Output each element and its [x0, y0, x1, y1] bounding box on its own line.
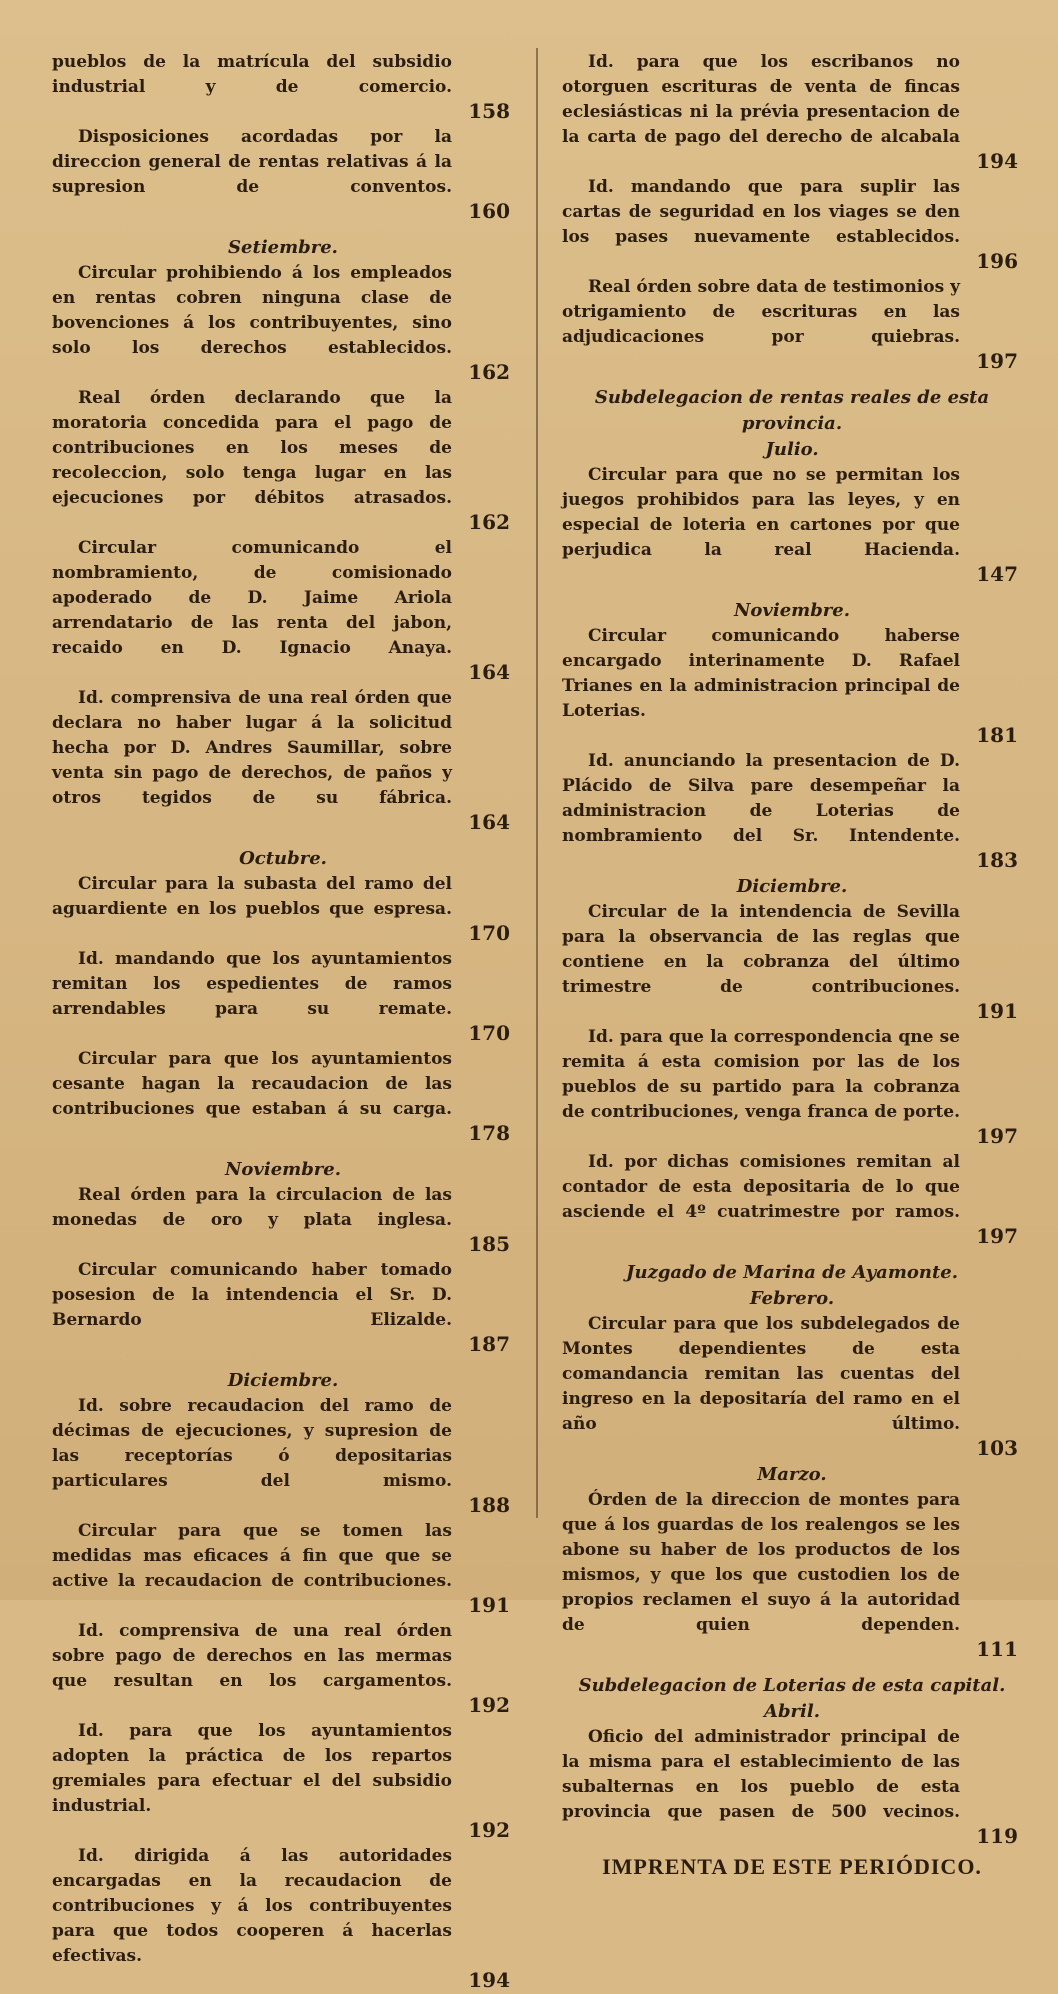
entry-text: Id. para que los escribanos no otorguen escrituras de venta de fincas eclesiásticas ni la prévia presentacion de la carta de pago del derecho de alcabala [562, 52, 960, 147]
entry-text: Circular comunicando el nombramiento, de comisionado apoderado de D. Jaime Ariola arrendatario de las renta del jabon, recaido en D. Ignacio Anaya. [52, 538, 452, 658]
page-number: 192 [468, 1818, 510, 1842]
page-number: 158 [468, 99, 510, 123]
index-entry [562, 275, 1022, 375]
index-entry [52, 947, 514, 1047]
month-heading: Noviembre. [224, 1159, 342, 1180]
index-entry [562, 1312, 1022, 1462]
entry-text: Oficio del administrador principal de la misma para el establecimiento de las subalternas en los pueblo de esta provincia que pasen de 500 vecinos. [562, 1727, 960, 1822]
page-number: 194 [468, 1968, 510, 1992]
entry-text: Id. para que los ayuntamientos adopten la práctica de los repartos gremiales para efectuar el del subsidio industrial. [52, 1721, 452, 1816]
page-number: 188 [468, 1493, 510, 1517]
page-number: 170 [468, 1021, 510, 1045]
entry-text: Id. dirigida á las autoridades encargadas en la recaudacion de contribuciones y á los contribuyentes para que todos cooperen á hacerlas efectivas. [52, 1846, 452, 1966]
entry-text: Disposiciones acordadas por la direccion general de rentas relativas á la supresion de conventos. [52, 127, 452, 197]
page-number: 164 [468, 660, 510, 684]
index-entry [52, 1844, 514, 1994]
index-entry [52, 50, 514, 125]
entry-text: pueblos de la matrícula del subsidio industrial y de comercio. [52, 52, 452, 97]
index-entry [52, 386, 514, 536]
page-number: 191 [468, 1593, 510, 1617]
month-heading: Setiembre. [228, 237, 338, 258]
entry-text: Circular para que se tomen las medidas mas eficaces á fin que que se active la recaudacion de contribuciones. [52, 1521, 452, 1591]
right-column [562, 50, 1022, 1880]
entry-text: Id. comprensiva de una real órden sobre pago de derechos en las mermas que resultan en los cargamentos. [52, 1621, 452, 1691]
entry-text: Id. por dichas comisiones remitan al contador de esta depositaria de lo que asciende el 4º cuatrimestre por ramos. [562, 1152, 960, 1222]
page-number: 178 [468, 1121, 510, 1145]
column-divider [536, 48, 538, 1518]
index-entry [52, 1258, 514, 1358]
entry-text: Circular comunicando haberse encargado interinamente D. Rafael Trianes en la administracion principal de Loterias. [562, 626, 960, 721]
index-entry [562, 1025, 1022, 1150]
page-number: 191 [976, 999, 1018, 1023]
page-number: 196 [976, 249, 1018, 273]
entry-text: Circular para que los subdelegados de Montes dependientes de esta comandancia remitan las cuentas del ingreso en la depositaría del ramo en el año último. [562, 1314, 960, 1434]
index-entry [52, 536, 514, 686]
entry-text: Id. mandando que los ayuntamientos remitan los espedientes de ramos arrendables para su remate. [52, 949, 452, 1019]
entry-text: Real órden para la circulacion de las monedas de oro y plata inglesa. [52, 1185, 452, 1230]
page-number: 170 [468, 921, 510, 945]
index-entry [52, 1394, 514, 1519]
index-entry [52, 1519, 514, 1619]
index-entry [52, 1047, 514, 1147]
index-entry [562, 1150, 1022, 1250]
month-heading: Julio. [765, 439, 819, 460]
index-entry [562, 900, 1022, 1025]
section-heading: Subdelegacion de rentas reales de esta provincia. [594, 387, 990, 434]
entry-text: Circular de la intendencia de Sevilla para la observancia de las reglas que contiene en la cobranza del último trimestre de contribuciones. [562, 902, 960, 997]
entry-text: Circular para la subasta del ramo del aguardiente en los pueblos que espresa. [52, 874, 452, 919]
page-number: 111 [976, 1637, 1018, 1661]
index-entry [562, 463, 1022, 588]
index-entry [52, 686, 514, 836]
page-number: 197 [976, 349, 1018, 373]
page-number: 183 [976, 848, 1018, 872]
month-heading: Noviembre. [733, 600, 851, 621]
page-number: 162 [468, 360, 510, 384]
entry-text: Circular para que no se permitan los juegos prohibidos para las leyes, y en especial de loteria en cartones por que perjudica la real Hacienda. [562, 465, 960, 560]
month-heading: Octubre. [239, 848, 327, 869]
entry-text: Id. para que la correspondencia qne se remita á esta comision por las de los pueblos de su partido para la cobranza de contribuciones, venga franca de porte. [562, 1027, 960, 1122]
index-entry [52, 872, 514, 947]
index-entry [562, 624, 1022, 749]
page-number: 103 [976, 1436, 1018, 1460]
page-number: 197 [976, 1124, 1018, 1148]
index-entry [52, 1619, 514, 1719]
index-entry [52, 1719, 514, 1844]
index-entry [52, 1183, 514, 1258]
left-column [52, 50, 514, 1994]
index-entry [562, 1725, 1022, 1850]
page-number: 185 [468, 1232, 510, 1256]
month-heading: Abril. [764, 1701, 820, 1722]
index-entry [52, 125, 514, 225]
index-entry [52, 261, 514, 386]
index-entry [562, 749, 1022, 874]
page-number: 181 [976, 723, 1018, 747]
page-number: 119 [976, 1824, 1018, 1848]
entry-text: Real órden sobre data de testimonios y otrigamiento de escrituras en las adjudicaciones por quiebras. [562, 277, 960, 347]
page-number: 197 [976, 1224, 1018, 1248]
entry-text: Circular para que los ayuntamientos cesante hagan la recaudacion de las contribuciones que estaban á su carga. [52, 1049, 452, 1119]
page-number: 194 [976, 149, 1018, 173]
page-number: 160 [468, 199, 510, 223]
month-heading: Diciembre. [227, 1370, 339, 1391]
entry-text: Id. anunciando la presentacion de D. Plácido de Silva pare desempeñar la administracion de Loterias de nombramiento del Sr. Intendente. [562, 751, 960, 846]
entry-text: Circular prohibiendo á los empleados en rentas cobren ninguna clase de bovenciones á los contribuyentes, sino solo los derechos establecidos. [52, 263, 452, 358]
index-entry [562, 1488, 1022, 1663]
page-number: 192 [468, 1693, 510, 1717]
page-number: 187 [468, 1332, 510, 1356]
entry-text: Circular comunicando haber tomado posesion de la intendencia el Sr. D. Bernardo Elizalde. [52, 1260, 452, 1330]
entry-text: Id. mandando que para suplir las cartas de seguridad en los viages se den los pases nuevamente establecidos. [562, 177, 960, 247]
printer-imprint: IMPRENTA DE ESTE PERIÓDICO. [602, 1854, 982, 1879]
entry-text: Id. sobre recaudacion del ramo de décimas de ejecuciones, y supresion de las receptorías ó depositarias particulares del mismo. [52, 1396, 452, 1491]
index-entry [562, 175, 1022, 275]
entry-text: Real órden declarando que la moratoria concedida para el pago de contribuciones en los meses de recoleccion, solo tenga lugar en las ejecuciones por débitos atrasados. [52, 388, 452, 508]
section-heading: Juzgado de Marina de Ayamonte. [626, 1262, 958, 1283]
month-heading: Febrero. [749, 1288, 835, 1309]
index-entry [562, 50, 1022, 175]
page-number: 162 [468, 510, 510, 534]
month-heading: Diciembre. [736, 876, 848, 897]
page-number: 147 [976, 562, 1018, 586]
page-number: 164 [468, 810, 510, 834]
month-heading: Marzo. [757, 1464, 827, 1485]
section-heading: Subdelegacion de Loterias de esta capital. [578, 1675, 1006, 1696]
entry-text: Id. comprensiva de una real órden que declara no haber lugar á la solicitud hecha por D. Andres Saumillar, sobre venta sin pago de derechos, de paños y otros tegidos de su fábrica. [52, 688, 452, 808]
entry-text: Órden de la direccion de montes para que á los guardas de los realengos se les abone su haber de los productos de los mismos, y que los que custodien los de propios reclamen el suyo á la autoridad de quien dependen. [562, 1490, 960, 1635]
